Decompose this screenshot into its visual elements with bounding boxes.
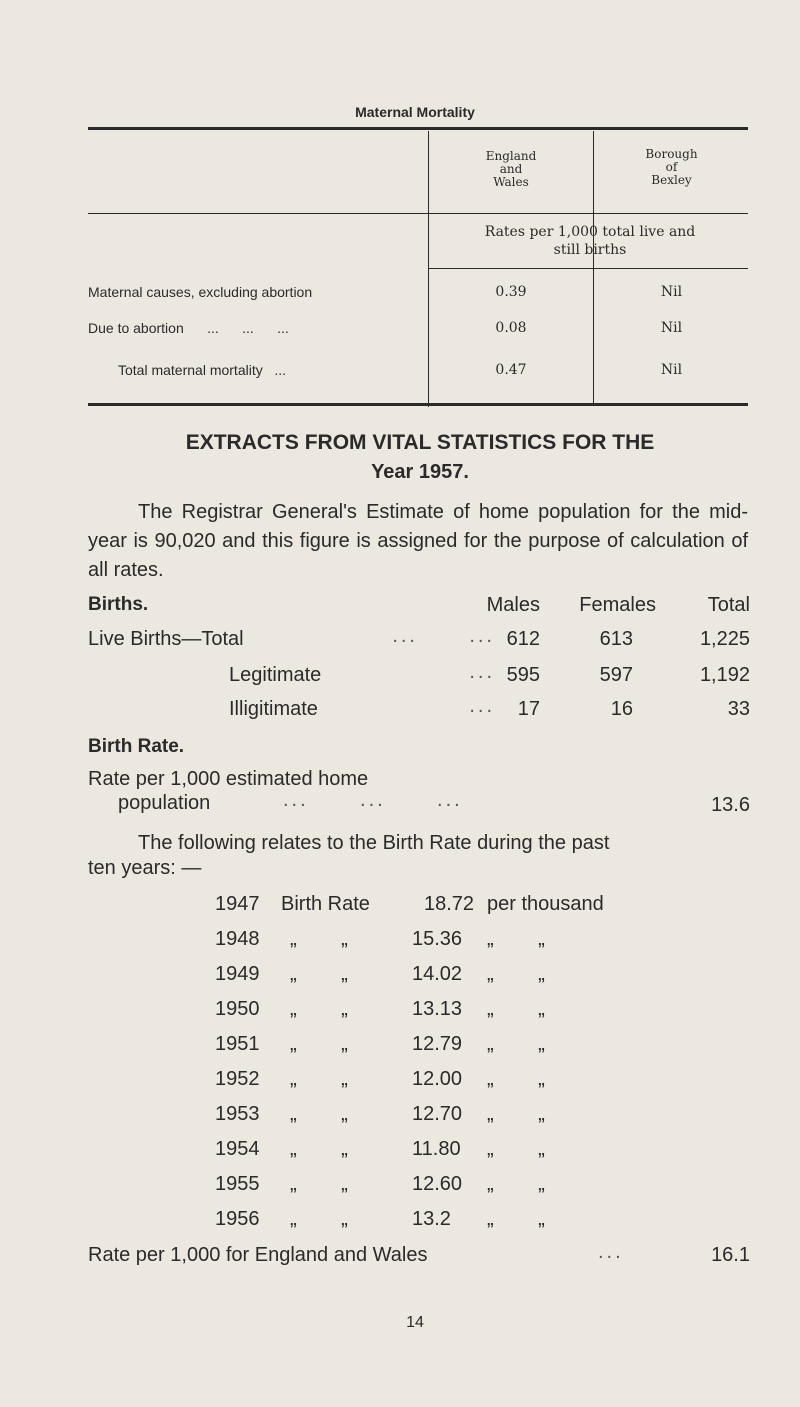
births-dots-illegitimate: ... — [469, 695, 495, 717]
history-year: 1955 — [215, 1173, 260, 1195]
history-label: „ „ — [290, 928, 348, 950]
caption-rule — [428, 268, 748, 269]
births-label-total: Live Births—Total — [88, 628, 244, 650]
birth-rate-intro-line2: ten years: — — [88, 857, 202, 879]
england-wales-rate-label: Rate per 1,000 for England and Wales — [88, 1244, 428, 1266]
value-bexley-total: Nil — [660, 362, 683, 378]
history-unit: per thousand — [487, 893, 604, 915]
extracts-year: Year 1957. — [371, 461, 469, 483]
births-dots-legitimate: ... — [469, 661, 495, 683]
births-label-legitimate: Legitimate — [229, 664, 322, 686]
history-rate: 12.79 — [412, 1033, 463, 1055]
births-males-total: 612 — [506, 628, 540, 650]
births-males-illegitimate: 17 — [517, 698, 540, 720]
birth-rate-line1: Rate per 1,000 estimated home — [88, 768, 369, 790]
history-unit: „ „ — [487, 1033, 545, 1055]
birth-rate-intro-line1: The following relates to the Birth Rate during the past — [138, 832, 610, 854]
history-label: Birth Rate — [281, 893, 370, 915]
history-label: „ „ — [290, 963, 348, 985]
value-england-maternal-causes: 0.39 — [495, 284, 527, 300]
row-label-total: Total maternal mortality ... — [118, 362, 287, 378]
history-label: „ „ — [290, 1068, 348, 1090]
value-bexley-maternal-causes: Nil — [660, 284, 683, 300]
history-year: 1956 — [215, 1208, 260, 1230]
england-wales-rate-value: 16.1 — [711, 1244, 750, 1266]
history-rate: 11.80 — [412, 1138, 461, 1160]
births-heading: Births. — [88, 594, 149, 615]
header-borough-bexley: Borough of Bexley — [645, 147, 698, 187]
history-label: „ „ — [290, 1173, 348, 1195]
row-label-maternal-causes: Maternal causes, excluding abortion — [88, 284, 313, 300]
history-rate: 13.13 — [412, 998, 463, 1020]
history-year: 1950 — [215, 998, 260, 1020]
col-females: Females — [579, 594, 656, 616]
history-year: 1948 — [215, 928, 260, 950]
page-number: 14 — [406, 1314, 424, 1331]
history-rate: 18.72 — [424, 893, 475, 915]
population-paragraph: The Registrar General's Estimate of home population for the mid-year is 90,020 and this figure is assigned for the purpose of calculation of all rates. — [88, 501, 748, 581]
births-females-illegitimate: 16 — [610, 698, 633, 720]
history-label: „ „ — [290, 1138, 348, 1160]
history-unit: „ „ — [487, 998, 545, 1020]
birth-rate-dots: ... ... ... — [283, 789, 463, 811]
maternal-mortality-title: Maternal Mortality — [355, 104, 475, 120]
history-rate: 13.2 — [412, 1208, 451, 1230]
header-rule — [88, 213, 748, 214]
births-dots-total: ... ... — [392, 625, 495, 647]
table-divider-1 — [428, 131, 429, 407]
history-unit: „ „ — [487, 1208, 545, 1230]
history-year: 1953 — [215, 1103, 260, 1125]
births-label-illegitimate: Illigitimate — [229, 698, 318, 720]
history-rate: 12.70 — [412, 1103, 463, 1125]
history-year: 1949 — [215, 963, 260, 985]
col-males: Males — [486, 594, 540, 616]
births-total-illegitimate: 33 — [727, 698, 750, 720]
births-females-legitimate: 597 — [599, 664, 633, 686]
history-rate: 12.60 — [412, 1173, 463, 1195]
history-label: „ „ — [290, 1103, 348, 1125]
rates-caption: Rates per 1,000 total live and still births — [484, 224, 696, 258]
history-rate: 12.00 — [412, 1068, 463, 1090]
history-rate: 15.36 — [412, 928, 463, 950]
history-year: 1952 — [215, 1068, 260, 1090]
births-total-total: 1,225 — [699, 628, 750, 650]
value-england-abortion: 0.08 — [495, 320, 527, 336]
history-label: „ „ — [290, 1033, 348, 1055]
value-bexley-abortion: Nil — [660, 320, 683, 336]
history-unit: „ „ — [487, 928, 545, 950]
value-england-total: 0.47 — [495, 362, 527, 378]
col-total: Total — [707, 594, 750, 616]
header-england-wales: England and Wales — [485, 149, 537, 189]
history-rate: 14.02 — [412, 963, 463, 985]
history-label: „ „ — [290, 1208, 348, 1230]
births-males-legitimate: 595 — [506, 664, 540, 686]
history-year: 1951 — [215, 1033, 260, 1055]
history-year: 1947 — [215, 893, 260, 915]
england-wales-dots: ... — [598, 1241, 624, 1263]
table-top-rule — [88, 127, 748, 130]
history-unit: „ „ — [487, 963, 545, 985]
birth-rate-value: 13.6 — [711, 794, 750, 816]
history-unit: „ „ — [487, 1138, 545, 1160]
births-total-legitimate: 1,192 — [699, 664, 750, 686]
birth-rate-line2: population — [118, 792, 211, 814]
history-label: „ „ — [290, 998, 348, 1020]
births-females-total: 613 — [599, 628, 633, 650]
birth-rate-heading: Birth Rate. — [88, 736, 185, 757]
history-unit: „ „ — [487, 1173, 545, 1195]
table-bottom-rule — [88, 403, 748, 406]
row-label-abortion: Due to abortion ... ... ... — [88, 320, 289, 336]
history-unit: „ „ — [487, 1068, 545, 1090]
table-divider-2 — [593, 131, 594, 403]
extracts-heading: EXTRACTS FROM VITAL STATISTICS FOR THE — [185, 431, 655, 454]
history-year: 1954 — [215, 1138, 260, 1160]
history-unit: „ „ — [487, 1103, 545, 1125]
